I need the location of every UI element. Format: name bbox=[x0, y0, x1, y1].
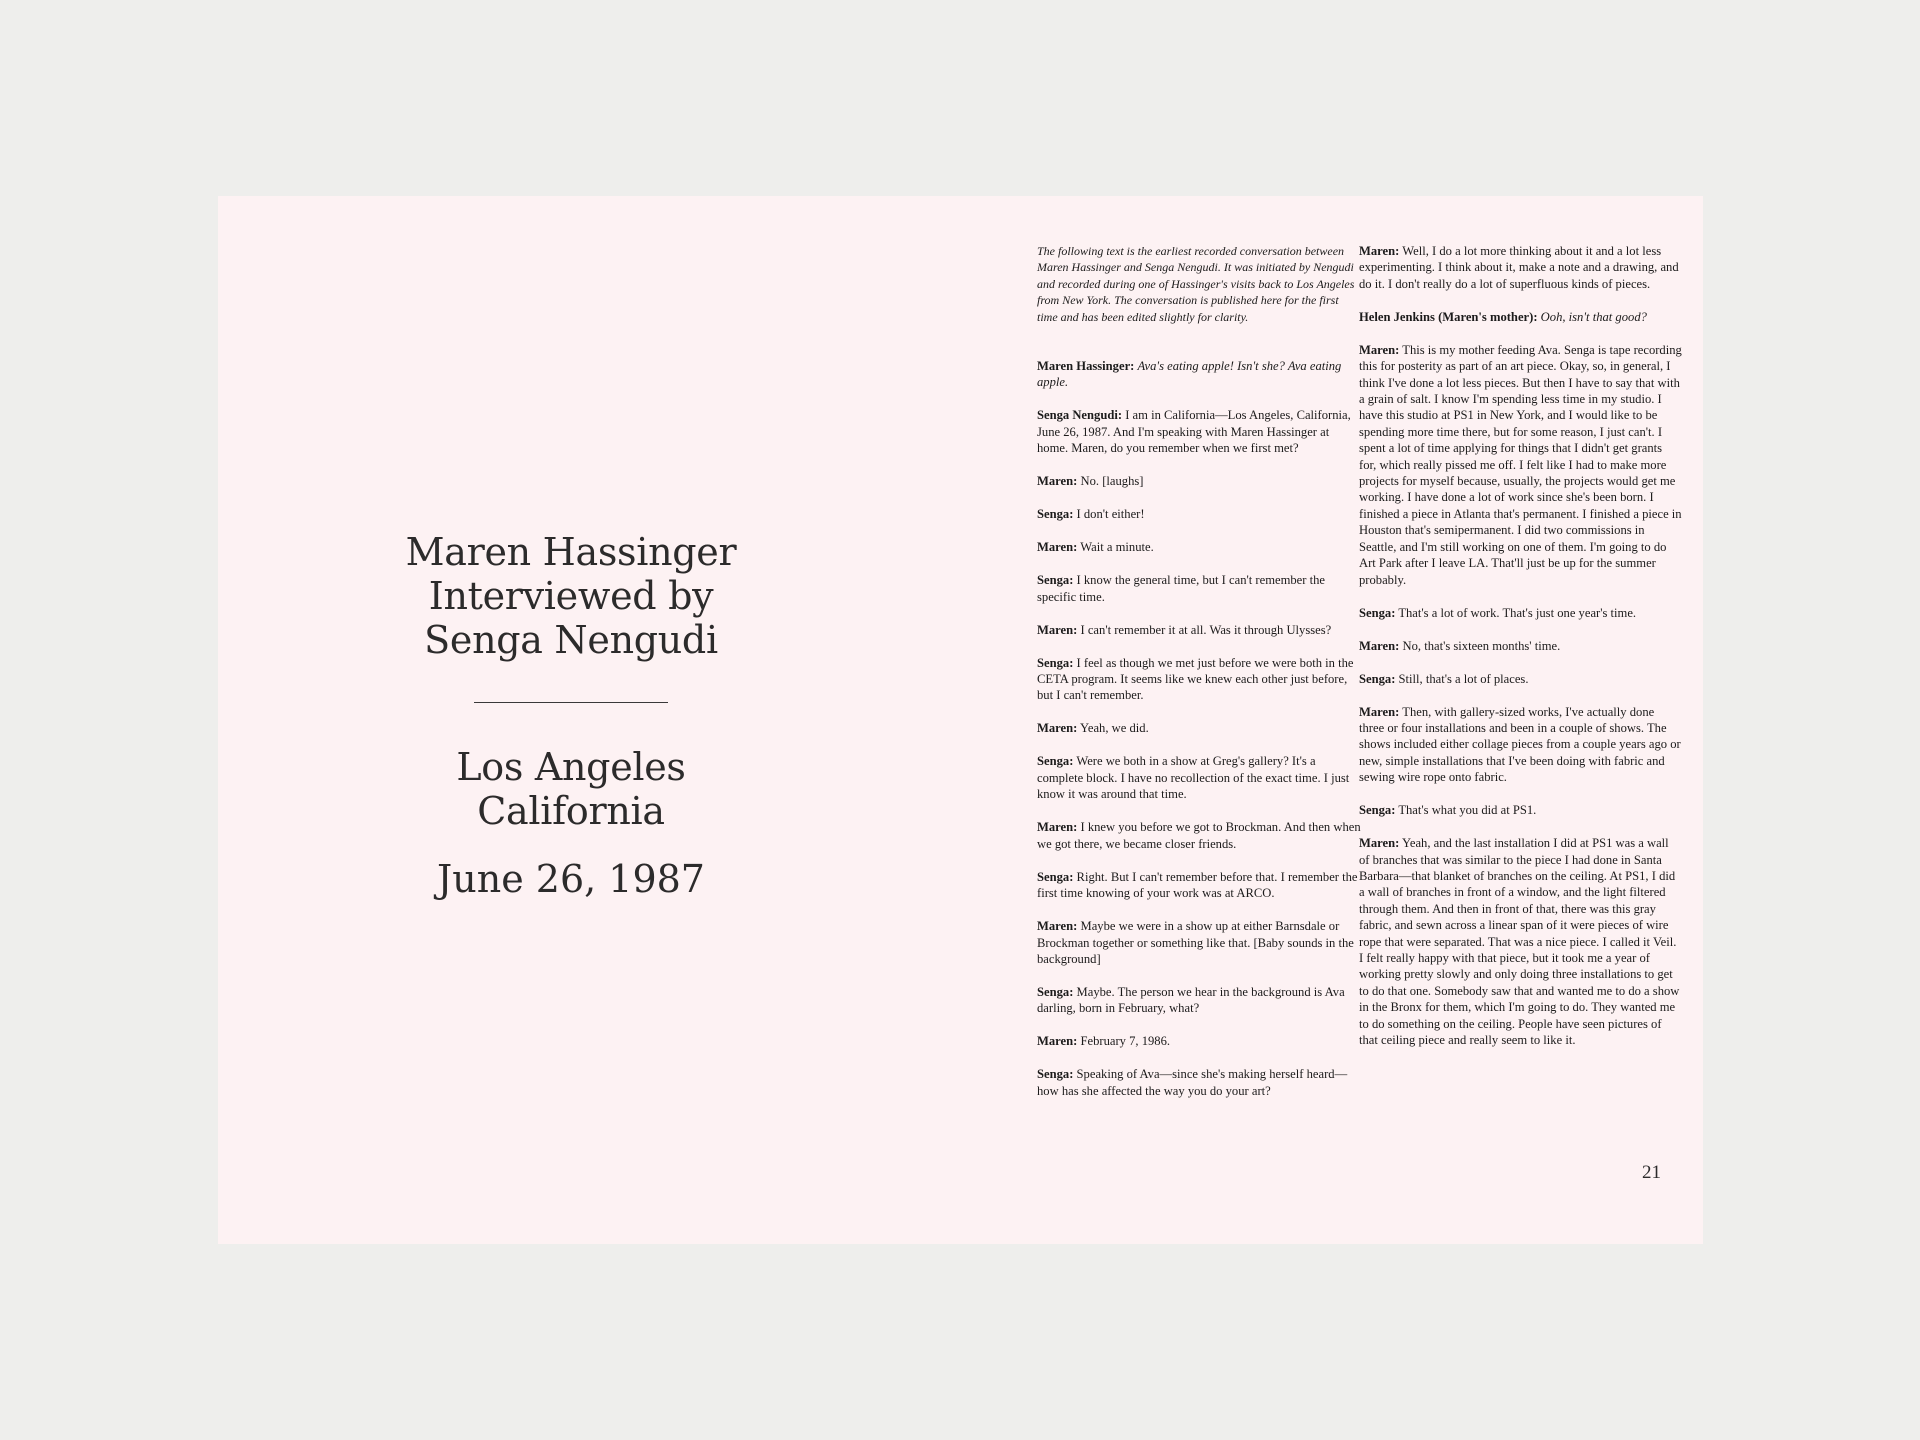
speaker-name: Senga: bbox=[1037, 655, 1074, 670]
dialogue-text: February 7, 1986. bbox=[1080, 1034, 1171, 1049]
speaker-name: Senga: bbox=[1037, 754, 1074, 769]
speaker-name: Senga: bbox=[1359, 671, 1396, 686]
speaker-name: Maren: bbox=[1037, 919, 1078, 934]
speaker-name: Helen Jenkins (Maren's mother): bbox=[1359, 309, 1538, 324]
dialogue-paragraph bbox=[1037, 358, 1361, 391]
dialogue-paragraph bbox=[1037, 869, 1361, 902]
title-block bbox=[218, 530, 924, 901]
dialogue-paragraph bbox=[1359, 638, 1682, 654]
dialogue-text: Ooh, isn't that good? bbox=[1540, 309, 1647, 324]
title-divider bbox=[474, 702, 668, 703]
dialogue-text: Speaking of Ava—since she's making herself heard—how has she affected the way you do your art? bbox=[1037, 1067, 1348, 1098]
speaker-name: Maren: bbox=[1037, 474, 1078, 489]
speaker-name: Maren: bbox=[1037, 540, 1078, 555]
dialogue-paragraph bbox=[1037, 473, 1361, 489]
page-number: 21 bbox=[1642, 1162, 1661, 1183]
text-column-1 bbox=[1037, 243, 1361, 1116]
book-spread bbox=[218, 196, 1703, 1244]
interview-date: June 26, 1987 bbox=[437, 857, 705, 901]
dialogue-text: No, that's sixteen months' time. bbox=[1402, 638, 1561, 653]
dialogue-text: Then, with gallery-sized works, I've actually done three or four installations and been in a couple of shows. The shows included either collage pieces from a couple years ago or new, simple installations that I've been doing with fabric and sewing wire rope onto fabric. bbox=[1359, 704, 1681, 785]
dialogue-text: I feel as though we met just before we were both in the CETA program. It seems like we knew each other just before, but I can't remember. bbox=[1037, 655, 1354, 703]
speaker-name: Maren: bbox=[1359, 836, 1400, 851]
dialogue-paragraph bbox=[1359, 671, 1682, 687]
dialogue-text: I can't remember it at all. Was it through Ulysses? bbox=[1080, 622, 1332, 637]
dialogue-paragraph bbox=[1037, 1033, 1361, 1049]
dialogue-paragraph bbox=[1359, 342, 1682, 588]
dialogue-paragraph bbox=[1037, 819, 1361, 852]
speaker-name: Senga: bbox=[1037, 573, 1074, 588]
dialogue-text: That's a lot of work. That's just one year's time. bbox=[1398, 605, 1637, 620]
dialogue-text: Yeah, we did. bbox=[1080, 721, 1149, 736]
column-1-body bbox=[1037, 358, 1361, 1099]
dialogue-text: Maybe we were in a show up at either Barnsdale or Brockman together or something like that. [Baby sounds in the background] bbox=[1037, 919, 1354, 966]
speaker-name: Maren: bbox=[1359, 638, 1400, 653]
dialogue-paragraph bbox=[1037, 506, 1361, 522]
dialogue-paragraph bbox=[1037, 407, 1361, 456]
dialogue-paragraph bbox=[1037, 720, 1361, 736]
place-line-1: Los Angeles bbox=[456, 745, 686, 789]
dialogue-paragraph bbox=[1037, 918, 1361, 967]
speaker-name: Maren: bbox=[1037, 820, 1078, 835]
dialogue-paragraph bbox=[1359, 243, 1682, 292]
text-column-2 bbox=[1359, 243, 1682, 1065]
title-line-3: Senga Nengudi bbox=[424, 618, 718, 662]
dialogue-text: I knew you before we got to Brockman. And then when we got there, we became closer friends. bbox=[1037, 820, 1361, 851]
place-line-2: California bbox=[477, 789, 665, 833]
dialogue-paragraph bbox=[1037, 984, 1361, 1017]
dialogue-text: Were we both in a show at Greg's gallery? It's a complete block. I have no recollection of the exact time. I just know it was around that time. bbox=[1037, 754, 1350, 802]
dialogue-text: That's what you did at PS1. bbox=[1398, 803, 1537, 818]
speaker-name: Maren Hassinger: bbox=[1037, 359, 1135, 374]
speaker-name: Maren: bbox=[1037, 1034, 1078, 1049]
speaker-name: Senga: bbox=[1359, 803, 1396, 818]
dialogue-paragraph bbox=[1359, 605, 1682, 621]
speaker-name: Maren: bbox=[1037, 622, 1078, 637]
dialogue-text: Wait a minute. bbox=[1080, 540, 1154, 555]
speaker-name: Maren: bbox=[1359, 244, 1400, 258]
dialogue-text: Well, I do a lot more thinking about it and a lot less experimenting. I think about it, make a note and a drawing, and do it. I don't really do a lot of superfluous kinds of pieces. bbox=[1359, 244, 1679, 291]
dialogue-text: Maybe. The person we hear in the background is Ava darling, born in February, what? bbox=[1037, 984, 1345, 1016]
title-line-2: Interviewed by bbox=[428, 574, 714, 618]
dialogue-text: Yeah, and the last installation I did at PS1 was a wall of branches that was similar to the piece I had done in Santa Barbara—that blanket of branches on the ceiling. At PS1, I did a wall of branches in front of a window, and the light filtered through them. And then in front of that, there was this gray fabric, and sewn across a linear span of it were pieces of wire rope that were separated. That was a nice piece. I called it Veil. I felt really happy with that piece, but it took me a year of working pretty slowly and only doing three installations to get to do that one. Somebody saw that and wanted me to do a show in the Bronx for them, which I'm going to do. They wanted me to do something on the ceiling. People have seen pictures of that ceiling piece and really seem to like it. bbox=[1359, 836, 1680, 1047]
dialogue-paragraph bbox=[1359, 704, 1682, 786]
dialogue-text: Right. But I can't remember before that. I remember the first time knowing of your work was at ARCO. bbox=[1037, 869, 1358, 901]
speaker-name: Senga: bbox=[1359, 605, 1396, 620]
speaker-name: Senga: bbox=[1037, 507, 1074, 522]
speaker-name: Maren: bbox=[1359, 704, 1400, 719]
speaker-name: Maren: bbox=[1359, 342, 1400, 357]
speaker-name: Maren: bbox=[1037, 721, 1078, 736]
dialogue-paragraph bbox=[1359, 802, 1682, 818]
dialogue-text: I don't either! bbox=[1076, 507, 1145, 522]
speaker-name: Senga: bbox=[1037, 984, 1074, 999]
speaker-name: Senga Nengudi: bbox=[1037, 408, 1123, 423]
dialogue-text: Ava's eating apple! Isn't she? Ava eating apple. bbox=[1037, 359, 1342, 390]
dialogue-paragraph bbox=[1037, 572, 1361, 605]
dialogue-text: I know the general time, but I can't remember the specific time. bbox=[1037, 573, 1325, 604]
title-line-1: Maren Hassinger bbox=[405, 530, 737, 574]
dialogue-paragraph bbox=[1037, 622, 1361, 638]
dialogue-text: Still, that's a lot of places. bbox=[1398, 671, 1529, 686]
dialogue-paragraph bbox=[1037, 753, 1361, 802]
dialogue-text: I am in California—Los Angeles, California, June 26, 1987. And I'm speaking with Maren Hassinger at home. Maren, do you remember when we first met? bbox=[1037, 408, 1351, 456]
dialogue-paragraph bbox=[1037, 655, 1361, 704]
dialogue-text: No. [laughs] bbox=[1080, 474, 1144, 489]
intro-paragraph: The following text is the earliest recorded conversation between Maren Hassinger and Senga Nengudi. It was initiated by Nengudi and recorded during one of Hassinger's visits back to Los Angeles from New York. The conversation is published here for the first time and has been edited slightly for clarity. bbox=[1037, 244, 1355, 324]
dialogue-text: This is my mother feeding Ava. Senga is tape recording this for posterity as part of an art piece. Okay, so, in general, I think I've done a lot less pieces. But then I have to say that with a grain of salt. I know I'm spending less time in my studio. I have this studio at PS1 in New York, and I would like to be spending more time there, but for some reason, I just can't. I spent a lot of time applying for things that I didn't get grants for, which really pissed me off. I felt like I had to make more projects for myself because, usually, the projects would get me working. I have done a lot of work since she's been born. I finished a piece in Atlanta that's permanent. I finished a piece in Houston that's semipermanent. I did two commissions in Seattle, and I'm still working on one of them. I'm going to do Art Park after I leave LA. That'll just be up for the summer probably. bbox=[1359, 342, 1682, 587]
dialogue-paragraph bbox=[1359, 835, 1682, 1048]
dialogue-paragraph bbox=[1359, 309, 1682, 325]
speaker-name: Senga: bbox=[1037, 1067, 1074, 1082]
speaker-name: Senga: bbox=[1037, 869, 1074, 884]
dialogue-paragraph bbox=[1037, 1066, 1361, 1099]
column-2-body bbox=[1359, 243, 1682, 1048]
dialogue-paragraph bbox=[1037, 539, 1361, 555]
